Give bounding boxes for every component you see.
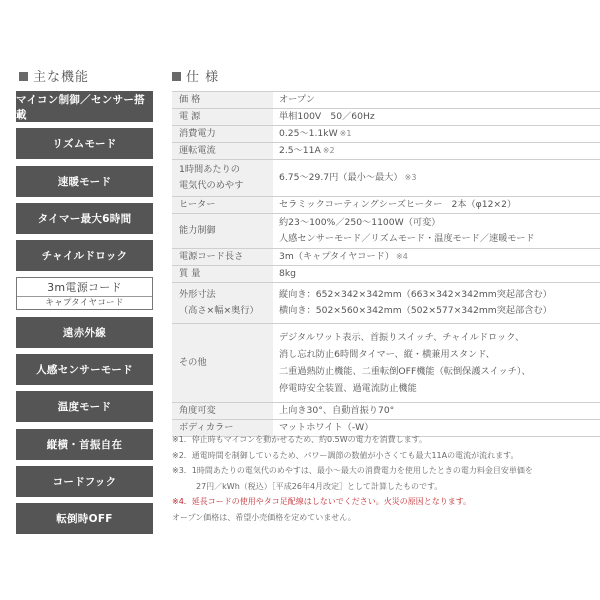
spec-key	[172, 160, 273, 197]
spec-key-line: 1時間あたりの	[179, 164, 240, 175]
spec-value-line: 停電時安全装置、過電流防止機能	[279, 383, 417, 394]
spec-key: 電 源	[172, 109, 273, 126]
spec-value-line: デジタルワット表示、首振りスイッチ、チャイルドロック、	[279, 332, 525, 343]
spec-value: 単相100V 50／60Hz	[273, 109, 600, 126]
spec-key-line: （高さ×幅×奥行）	[179, 305, 259, 316]
spec-value: マットホワイト（-W）	[273, 420, 600, 437]
feature-badge: 速暖モード	[16, 166, 153, 197]
spec-value-text: 0.25～1.1kW	[279, 128, 338, 139]
spec-key	[172, 283, 273, 324]
spec-value	[273, 249, 600, 266]
feature-badge: 転倒時OFF	[16, 503, 153, 534]
feature-badge: コードフック	[16, 466, 153, 497]
spec-value	[273, 214, 600, 249]
spec-value: オープン	[273, 92, 600, 109]
spec-value-line: 約23～100%／250～1100W（可変）	[279, 217, 441, 228]
spec-value	[273, 126, 600, 143]
spec-value-line: 人感センサーモード／リズムモード・温度モード／速暖モード	[279, 233, 535, 244]
feature-list	[16, 91, 153, 541]
feature-badge: 温度モード	[16, 391, 153, 422]
features-heading: 主な機能	[19, 66, 89, 85]
spec-key: ヒーター	[172, 197, 273, 214]
spec-row-weight	[172, 266, 600, 283]
feature-badge: 縦横・首振自在	[16, 429, 153, 460]
footnote-ref: ※1	[339, 129, 352, 138]
spec-row-other	[172, 324, 600, 403]
feature-badge: チャイルドロック	[16, 240, 153, 271]
spec-key: 価 格	[172, 92, 273, 109]
square-bullet-icon	[172, 72, 181, 81]
spec-key: 質 量	[172, 266, 273, 283]
spec-row-price	[172, 92, 600, 109]
feature-badge: マイコン制御／センサー搭載	[16, 91, 153, 122]
spec-value-line: 縦向き：652×342×342mm（663×342×342mm突起部含む）	[279, 289, 552, 300]
footnote: オープン価格は、希望小売価格を定めていません。	[172, 512, 356, 522]
spec-value-line: 消し忘れ防止6時間タイマー、縦・横兼用スタンド、	[279, 349, 495, 360]
spec-key: ボディカラー	[172, 420, 273, 437]
spec-row-dimensions	[172, 283, 600, 324]
spec-key: その他	[172, 324, 273, 403]
spec-key: 能力制御	[172, 214, 273, 249]
spec-key: 消費電力	[172, 126, 273, 143]
footnote-ref: ※4	[396, 252, 408, 261]
feature-badge: 遠赤外線	[16, 317, 153, 348]
footnotes	[172, 432, 597, 526]
spec-key-line: 電気代のめやす	[179, 180, 244, 191]
spec-value	[273, 324, 600, 403]
footnote-ref: ※2	[322, 146, 335, 155]
spec-value	[273, 143, 600, 160]
spec-row-angle	[172, 403, 600, 420]
spec-key: 電源コード長さ	[172, 249, 273, 266]
spec-key: 角度可変	[172, 403, 273, 420]
spec-value: 8kg	[273, 266, 600, 283]
spec-value-line: 二重過熱防止機能、二重転倒OFF機能（転倒保護スイッチ）、	[279, 366, 531, 377]
footnote: 27円／kWh（税込）［平成26年4月改定］として計算したものです。	[196, 481, 443, 491]
spec-table	[172, 91, 600, 437]
spec-value-line: 横向き：502×560×342mm（502×577×342mm突起部含む）	[279, 305, 552, 316]
footnote: ※1．停止時もマイコンを動かせるため、約0.5Wの電力を消費します。	[172, 435, 427, 444]
spec-value	[273, 283, 600, 324]
spec-value: セラミックコーティングシーズヒーター 2本（φ12×2）	[273, 197, 600, 214]
footnote-ref: ※3	[404, 173, 417, 182]
spec-value-text: 3m（キャプタイヤコード）	[279, 251, 395, 262]
spec-heading: 仕 様	[172, 66, 219, 85]
feature-badge: リズムモード	[16, 128, 153, 159]
feature-cord-sub: キャプタイヤコード	[45, 298, 124, 309]
spec-row-capacity	[172, 214, 600, 249]
spec-value	[273, 160, 600, 197]
feature-badge-cord	[16, 277, 153, 310]
spec-value-text: 6.75～29.7円（最小～最大）	[279, 172, 403, 183]
feature-badge: 人感センサーモード	[16, 354, 153, 385]
spec-key: 運転電流	[172, 143, 273, 160]
spec-row-power-consumption	[172, 126, 600, 143]
spec-row-current	[172, 143, 600, 160]
square-bullet-icon	[19, 72, 28, 81]
feature-cord-main: 3m電源コード	[17, 278, 152, 297]
spec-value-text: 2.5～11A	[279, 145, 321, 156]
spec-row-power-source	[172, 109, 600, 126]
spec-key-line: 外形寸法	[179, 289, 216, 300]
footnote-warning: ※4．延長コードの使用やタコ足配線はしないでください。火災の原因となります。	[172, 497, 472, 507]
spec-row-cord	[172, 249, 600, 266]
spec-row-heater	[172, 197, 600, 214]
footnote: ※2．通電時間を制御しているため、パワー調節の数値が小さくても最大11Aの電流が流れます。	[172, 450, 519, 460]
footnote: ※3．1時間あたりの電気代のめやすは、最小～最大の消費電力を使用したときの電力料金目安単価を	[172, 466, 533, 476]
spec-row-cost	[172, 160, 600, 197]
feature-badge: タイマー最大6時間	[16, 203, 153, 234]
spec-value: 上向き30°、自動首振り70°	[273, 403, 600, 420]
